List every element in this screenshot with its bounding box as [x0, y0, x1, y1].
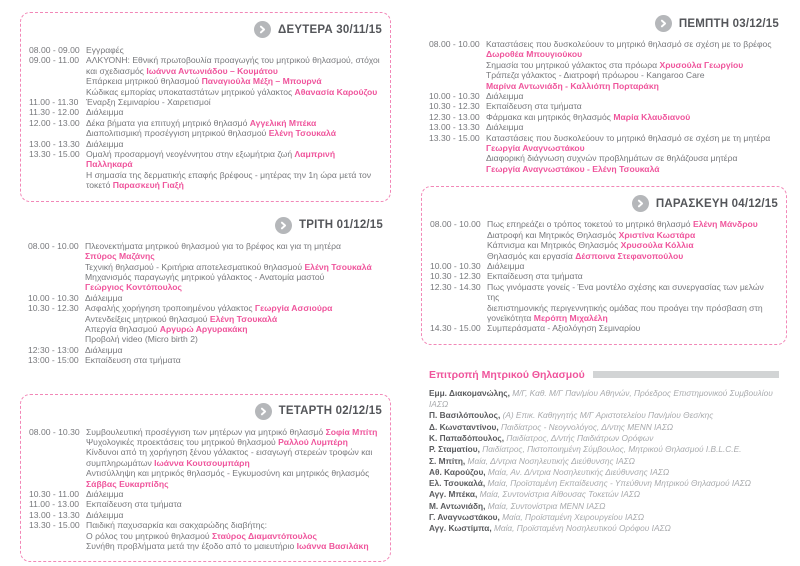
entry-line [86, 447, 382, 457]
entry-text: Καταστάσεις που δυσκολεύουν το μητρικό θηλασμό σε σχέση με το βρέφος [486, 39, 772, 49]
speaker-name: Δωροθέα Μπουγιούκου [486, 49, 583, 60]
entry-line [486, 60, 779, 70]
member-role: Μαία, Προϊσταμένη Χειρουργείου ΙΑΣΩ [502, 512, 645, 523]
entry-text: Αντισύλληψη και μητρικός θηλασμός - Εγκυμοσύνη και μητρικός θηλασμός [86, 468, 370, 479]
entry-time: 11.00 - 11.30 [29, 97, 79, 108]
entry-description [86, 118, 382, 139]
committee-member [429, 456, 779, 467]
entry-text: Θηλασμός και εργασία [487, 250, 576, 261]
entry-text: Κώδικας εμπορίας υποκαταστάτων μητρικού γάλακτος [86, 86, 295, 97]
entry-line [86, 45, 382, 55]
committee-section [421, 369, 787, 535]
entry-text: Διάλειμμα [86, 509, 124, 520]
entry-description [86, 489, 382, 499]
entry-line [86, 510, 382, 520]
speaker-name: Γεώργιος Κοντόπουλος [85, 282, 182, 293]
entry-time: 09.00 - 11.00 [29, 55, 80, 66]
committee-title-bar [593, 371, 779, 378]
schedule-entry [429, 91, 779, 101]
entry-text: Διάλειμμα [86, 138, 124, 149]
member-name: Μ. Αντωνιάδη, [429, 500, 488, 511]
entry-text: και σχεδιασμός [86, 65, 147, 76]
entry-line [85, 272, 383, 282]
day-header [29, 403, 382, 420]
chevron-right-circle-icon [655, 15, 672, 32]
schedule-entry [29, 55, 382, 97]
entry-line [487, 230, 778, 240]
entry-text: τοκετό [86, 180, 113, 191]
entry-line [86, 55, 382, 65]
schedule-entry [429, 39, 779, 91]
day-section-thursday [421, 12, 787, 174]
committee-member [429, 523, 779, 534]
day-title: ΠΑΡΑΣΚΕΥΗ 04/12/15 [655, 197, 778, 210]
speaker-name: Σάββας Ευκαρπίδης [86, 478, 169, 489]
entry-line [487, 261, 778, 271]
entry-text: Τεχνική θηλασμού - Κριτήρια αποτελεσματικού θηλασμού [85, 261, 305, 272]
entry-line [486, 39, 779, 49]
committee-member [429, 501, 779, 512]
entry-text: Εκπαίδευση στα τμήματα [86, 499, 182, 510]
member-name: Κ. Παπαδόπουλος, [429, 432, 507, 443]
member-role: Μαία, Συντονίστρια Αίθουσας Τοκετών ΙΑΣΩ [479, 489, 641, 500]
entry-line [486, 133, 779, 143]
entry-text: Εγγραφές [86, 45, 124, 55]
entry-text: Τράπεζα γάλακτος - Διατροφή πρόωρου - Kangaroo Care [486, 70, 705, 81]
entry-line [85, 262, 383, 272]
schedule-entry [430, 261, 778, 271]
committee-member [429, 512, 779, 523]
day-section-wednesday [20, 394, 391, 563]
chevron-right-circle-icon [255, 403, 272, 420]
left-column [20, 12, 391, 566]
entry-text: Διαπολιτισμική προσέγγιση μητρικού θηλασμού [86, 128, 269, 139]
entry-time: 13.00 - 13.30 [429, 122, 480, 133]
entry-text: Η σημασία της δερματικής επαφής βρέφους - μητέρας την 1η ώρα μετά τον [86, 169, 372, 180]
member-name: Αγγ. Κωστίμπα, [429, 523, 494, 534]
member-name: Δ. Κωνσταντίνου, [429, 421, 501, 432]
entry-time: 13.30 - 15.00 [29, 149, 80, 160]
schedule-entry [28, 293, 383, 303]
day-title: ΔΕΥΤΕΡΑ 30/11/15 [278, 23, 382, 36]
schedule-entry [28, 241, 383, 293]
entry-line [86, 107, 382, 117]
entry-text: Απεργία θηλασμού [85, 323, 160, 334]
day-section-friday [421, 186, 787, 344]
schedule-entry [430, 323, 778, 333]
entry-text: Πλεονεκτήματα μητρικού θηλασμού για το βρέφος και για τη μητέρα [85, 240, 341, 251]
entry-time: 10.00 - 10.30 [430, 260, 481, 271]
schedule-entry [429, 133, 779, 175]
entry-line [487, 313, 778, 323]
entry-line [487, 240, 778, 250]
entry-description [86, 510, 382, 520]
entry-text: Μηχανισμός παραγωγής μητρικού γάλακτος - Ανατομία μαστού [85, 271, 325, 282]
entry-line [86, 458, 382, 468]
entry-time: 11.30 - 12.00 [29, 107, 80, 118]
entry-time: 12.00 - 13.00 [29, 117, 80, 128]
speaker-name: Αγγελική Μπέκα [249, 117, 317, 128]
entry-line [85, 324, 383, 334]
member-name: Αθ. Καρούζου, [429, 466, 488, 477]
entry-time: 14.30 - 15.00 [430, 323, 481, 334]
committee-member [429, 410, 779, 421]
entry-time: 12:30 - 13:00 [28, 344, 79, 355]
schedule-entry [28, 345, 383, 355]
entry-line [486, 101, 779, 111]
entry-time: 13.00 - 13.30 [29, 138, 80, 149]
speaker-name: Ιωάννα Αντωνιάδου – Κουμάτου [146, 65, 278, 76]
speaker-name: Μαρία Κλαυδιανού [613, 111, 691, 122]
entry-text: Προβολή video (Micro birth 2) [85, 334, 198, 345]
entry-line [85, 241, 383, 251]
entry-description [487, 323, 778, 333]
schedule-entry [29, 520, 382, 551]
schedule-entry [29, 489, 382, 499]
entry-description [487, 219, 778, 261]
entry-line [86, 76, 382, 86]
entry-time: 08.00 - 10.00 [429, 39, 480, 49]
entry-line [486, 91, 779, 101]
speaker-name: Χρυσούλα Κόλλια [620, 240, 694, 251]
entry-description [86, 139, 382, 149]
speaker-name: Γεωργία Ασσιούρα [254, 303, 333, 314]
schedule-entry [429, 112, 779, 122]
entry-line [86, 66, 382, 76]
member-name: Εμμ. Διακομανώλης, [429, 387, 513, 398]
committee-member [429, 489, 779, 500]
day-header [430, 195, 778, 212]
entry-line [86, 427, 382, 437]
speaker-name: Ιωάννα Βασιλάκη [296, 541, 369, 552]
entry-line [486, 112, 779, 122]
speaker-name: Χριστίνα Κωστάρα [618, 229, 696, 240]
member-name: Ελ. Τσουκαλά, [429, 478, 488, 489]
entry-line [486, 81, 779, 91]
entry-line [486, 164, 779, 174]
speaker-name: Ραλλού Λυμπέρη [278, 436, 348, 447]
entry-line [85, 345, 383, 355]
speaker-name: Ελένη Τσουκαλά [268, 128, 336, 139]
schedule-entry [29, 499, 382, 509]
committee-member [429, 467, 779, 478]
entry-description [86, 520, 382, 551]
schedule-entry [29, 139, 382, 149]
speaker-name: Λαμπρινή Παλληκαρά [86, 149, 336, 170]
entry-text: Διάλειμμα [85, 292, 123, 303]
entry-text: διεπιστημονικής περιγεννητικής ομάδας που προάγει την πρόσβαση στη [487, 302, 763, 313]
day-title: ΤΕΤΑΡΤΗ 02/12/15 [278, 405, 382, 418]
entry-text: Εκπαίδευση στα τμήματα [486, 101, 582, 112]
entry-text: Έναρξη Σεμιναρίου - Χαιρετισμοί [86, 97, 211, 108]
entry-line [86, 170, 382, 180]
schedule-entry [430, 219, 778, 261]
member-role: Μαία, Αν. Δ/ντρια Νοσηλευτικής Διεύθυνσης ΙΑΣΩ [487, 466, 670, 477]
speaker-name: Ιωάννα Κουτσουμπάρη [154, 457, 250, 468]
day-header [28, 217, 383, 234]
entry-text: Συνήθη προβλήματα μετά την έξοδο από το μαιευτήριο [86, 541, 297, 552]
committee-member [429, 388, 779, 411]
entry-description [85, 293, 383, 303]
entry-text: Συμπεράσματα - Αξιολόγηση Σεμιναρίου [487, 323, 641, 334]
member-role: Μαία, Δ/ντρια Νοσηλευτικής Διεύθυνσης ΙΑΣΩ [467, 455, 635, 466]
entry-time: 12.30 - 13.00 [429, 111, 480, 122]
speaker-name: Μερόπη Μιχαλέλη [533, 312, 608, 323]
entry-description [486, 91, 779, 101]
member-role: Παιδίατρος, Δ/ντής Παιδιάτρων Ορόφων [506, 432, 654, 443]
schedule-entry [28, 355, 383, 365]
entry-line [86, 479, 382, 489]
entry-text: Συμβουλευτική προσέγγιση των μητέρων για μητρικό θηλασμό [86, 426, 326, 437]
entry-description [86, 499, 382, 509]
entry-line [486, 122, 779, 132]
day-title: ΠΕΜΠΤΗ 03/12/15 [678, 17, 779, 30]
entry-line [86, 468, 382, 478]
entry-text: Κίνδυνοι από τη χορήγηση ξένου γάλακτος - εισαγωγή στερεών τροφών και [86, 447, 373, 458]
entry-line [487, 323, 778, 333]
speaker-name: Ελένη Τσουκαλά [209, 313, 278, 324]
entry-line [86, 520, 382, 530]
entry-text: Πως επηρεάζει ο τρόπος τοκετού το μητρικό θηλασμό [487, 219, 693, 230]
entry-line [85, 303, 383, 313]
entry-line [86, 437, 382, 447]
entry-time: 08.00 - 09.00 [29, 45, 80, 55]
schedule-entry [29, 510, 382, 520]
entry-time: 11.00 - 13.00 [29, 499, 80, 510]
entry-description [86, 45, 382, 55]
entry-description [487, 261, 778, 271]
speaker-name: Παρασκευή Γιαξή [112, 180, 184, 191]
entry-description [486, 133, 779, 175]
entry-text: Καταστάσεις που δυσκολεύουν το μητρικό θηλασμό σε σχέση με τη μητέρα [486, 132, 771, 143]
schedule-entry [29, 107, 382, 117]
schedule-entry [28, 303, 383, 345]
entry-text: γονεϊκότητα [487, 312, 534, 323]
entry-line [85, 334, 383, 344]
day-section-tuesday [20, 214, 391, 366]
entry-text: Διάλειμμα [85, 344, 123, 355]
entry-text: Διάλειμμα [486, 91, 524, 102]
day-section-monday [20, 12, 391, 202]
entry-line [486, 70, 779, 80]
entry-text: Διάλειμμα [487, 260, 525, 271]
entry-line [487, 271, 778, 281]
entry-line [85, 293, 383, 303]
entry-line [86, 180, 382, 190]
entry-description [487, 271, 778, 281]
entry-description [487, 282, 778, 324]
schedule-entry [29, 97, 382, 107]
member-name: Σ. Μπίτη, [429, 455, 468, 466]
schedule-entry [29, 149, 382, 191]
committee-header [429, 369, 779, 381]
entry-description [85, 355, 383, 365]
entry-description [486, 112, 779, 122]
speaker-name: Αργυρώ Αργυρακάκη [159, 323, 248, 334]
entry-text: συμπληρωμάτων [86, 457, 155, 468]
member-name: Π. Βασιλόπουλος, [429, 410, 503, 421]
entry-text: Κάπνισμα και Μητρικός Θηλασμός [487, 240, 621, 251]
entry-description [86, 55, 382, 97]
chevron-right-circle-icon [275, 217, 292, 234]
speaker-name: Ελένη Τσουκαλά [304, 261, 372, 272]
member-role: Μαία, Προϊσταμένη Νοσηλευτικού Ορόφου ΙΑΣΩ [493, 523, 671, 534]
entry-text: Διατροφή και Μητρικός Θηλασμός [487, 229, 619, 240]
member-role: Μαία, Προϊσταμένη Εκπαίδευσης - Υπεύθυνη Μητρικού Θηλασμού ΙΑΣΩ [487, 478, 751, 489]
entry-line [487, 219, 778, 229]
entry-description [86, 107, 382, 117]
entry-line [487, 251, 778, 261]
entry-text: Αντενδείξεις μητρικού θηλασμού [85, 313, 210, 324]
member-name: Γ. Αναγνωστάκου, [429, 512, 503, 523]
entry-text: Διάλειμμα [86, 107, 124, 118]
entry-description [486, 122, 779, 132]
entry-description [86, 149, 382, 191]
member-role: (Α) Επικ. Καθηγητής Μ/Γ Αριστοτελείου Παν/μίου Θεσ/κης [502, 410, 714, 421]
speaker-name: Χρυσούλα Γεωργίου [659, 59, 744, 70]
schedule-entry [429, 101, 779, 111]
speaker-name: Παναγιούλα Μέξη – Μπουρνά [201, 76, 322, 87]
entry-line [86, 87, 382, 97]
entry-line [86, 97, 382, 107]
entry-line [486, 143, 779, 153]
schedule-entry [29, 118, 382, 139]
entry-time: 10.30 - 12.30 [430, 271, 481, 282]
speaker-name: Γεωργία Αναγνωστάκου [486, 143, 585, 154]
entry-description [86, 97, 382, 107]
member-role: Παιδίατρος - Νεογνολόγος, Δ/ντης ΜΕΝΝ ΙΑΣΩ [501, 421, 674, 432]
entry-line [86, 499, 382, 509]
schedule-entry [29, 45, 382, 55]
entry-line [85, 355, 383, 365]
entry-text: Διαφορική διάγνωση συχνών προβλημάτων σε θηλάζουσα μητέρα [486, 153, 738, 164]
entry-line [85, 282, 383, 292]
entry-line [86, 541, 382, 551]
day-title: ΤΡΙΤΗ 01/12/15 [299, 219, 383, 232]
speaker-name: Ελένη Μάνδρου [692, 219, 758, 230]
entry-text: Διάλειμμα [86, 489, 124, 499]
day-header [429, 15, 779, 32]
member-name: Αγγ. Μπέκα, [429, 489, 480, 500]
entry-time: 08.00 - 10.00 [430, 219, 481, 230]
entry-time: 13:00 - 15:00 [28, 355, 79, 366]
entry-line [86, 531, 382, 541]
entry-text: Ασφαλής χορήγηση τροποιημένου γάλακτος [85, 303, 255, 314]
entry-line [487, 282, 778, 303]
entry-line [85, 251, 383, 261]
right-column [421, 12, 787, 566]
day-header [29, 21, 382, 38]
entry-line [86, 489, 382, 499]
committee-member [429, 433, 779, 444]
member-role: Μαία, Συντονίστρια ΜΕΝΝ ΙΑΣΩ [487, 500, 606, 511]
entry-line [86, 139, 382, 149]
entry-text: Σημασία του μητρικού γάλακτος στα πρόωρα [486, 59, 660, 70]
speaker-name: Μαρίνα Αντωνιάδη - Καλλιόπη Πορταράκη [486, 80, 659, 91]
entry-time: 13.30 - 15.00 [29, 520, 80, 531]
entry-line [486, 49, 779, 59]
speaker-name: Γεωργία Αναγνωστάκου - Ελένη Τσουκαλά [486, 163, 660, 174]
entry-line [487, 303, 778, 313]
speaker-name: Αθανασία Καρούζου [294, 86, 378, 97]
committee-member [429, 422, 779, 433]
entry-line [85, 314, 383, 324]
entry-text: Εκπαίδευση στα τμήματα [487, 271, 583, 282]
entry-time: 10.00 - 10.30 [28, 292, 79, 303]
entry-text: Ο ρόλος του μητρικού θηλασμού [86, 530, 212, 541]
entry-text: Φάρμακα και μητρικός θηλασμός [486, 111, 614, 122]
entry-text: Ομαλή προσαρμογή νεογέννητου στην εξωμήτρια ζωή [86, 149, 295, 160]
entry-text: Ψυχολογικές προεκτάσεις του μητρικού θηλασμού [86, 436, 279, 447]
entry-time: 10.30 - 12.30 [28, 303, 79, 314]
entry-text: Επάρκεια μητρικού θηλασμού [86, 76, 202, 87]
entry-line [86, 128, 382, 138]
entry-description [486, 101, 779, 111]
entry-line [86, 149, 382, 170]
entry-time: 10.00 - 10.30 [429, 91, 480, 102]
member-name: Ρ. Σταματίου, [429, 444, 483, 455]
entry-time: 10.30 - 12.30 [429, 101, 480, 112]
committee-title: Επιτροπή Μητρικού Θηλασμού [429, 368, 585, 381]
schedule-entry [29, 427, 382, 489]
chevron-right-circle-icon [632, 195, 649, 212]
entry-time: 10.30 - 11.00 [29, 489, 80, 499]
entry-text: ΑΛΚΥΟΝΗ: Εθνική πρωτοβουλία προαγωγής του μητρικού θηλασμού, στόχοι [86, 55, 380, 66]
entry-description [86, 427, 382, 489]
speaker-name: Δέσποινα Στεφανοπούλου [575, 250, 684, 261]
entry-time: 08.00 - 10.00 [28, 240, 79, 251]
entry-description [85, 241, 383, 293]
chevron-right-circle-icon [254, 21, 271, 38]
entry-text: Διάλειμμα [486, 122, 524, 133]
schedule-entry [429, 122, 779, 132]
entry-time: 13.30 - 15.00 [429, 132, 480, 143]
committee-member-list [429, 388, 779, 535]
entry-time: 08.00 - 10.30 [29, 426, 80, 437]
entry-text: Δέκα βήματα για επιτυχή μητρικό θηλασμό [86, 117, 250, 128]
speaker-name: Σοφία Μπίτη [325, 426, 378, 437]
entry-line [486, 153, 779, 163]
entry-time: 13.00 - 13.30 [29, 509, 80, 520]
entry-text: Εκπαίδευση στα τμήματα [85, 355, 181, 366]
speaker-name: Σπύρος Μαζάνης [85, 251, 155, 262]
member-role: Μ/Γ, Καθ. Μ/Γ Παν/μίου Αθηνών, Πρόεδρος Επιστημονικού Συμβουλίου ΙΑΣΩ [429, 387, 773, 410]
entry-text: Πως γινόμαστε γονείς - Ένα μοντέλο σχέσης και συνεργασίας των μελών της [487, 281, 764, 303]
entry-text: Παιδική παχυσαρκία και σακχαρώδης διαβήτης: [86, 520, 268, 531]
entry-description [486, 39, 779, 91]
schedule-entry [430, 282, 778, 324]
committee-member [429, 478, 779, 489]
entry-line [86, 118, 382, 128]
member-role: Παιδίατρος, Πιστοποιημένη Σύμβουλος, Μητρικού Θηλασμού I.B.L.C.E. [482, 444, 742, 455]
entry-description [85, 303, 383, 345]
entry-time: 12.30 - 14.30 [430, 281, 481, 292]
speaker-name: Σταύρος Διαμαντόπουλος [212, 530, 317, 541]
entry-description [85, 345, 383, 355]
schedule-entry [430, 271, 778, 281]
committee-member [429, 444, 779, 455]
